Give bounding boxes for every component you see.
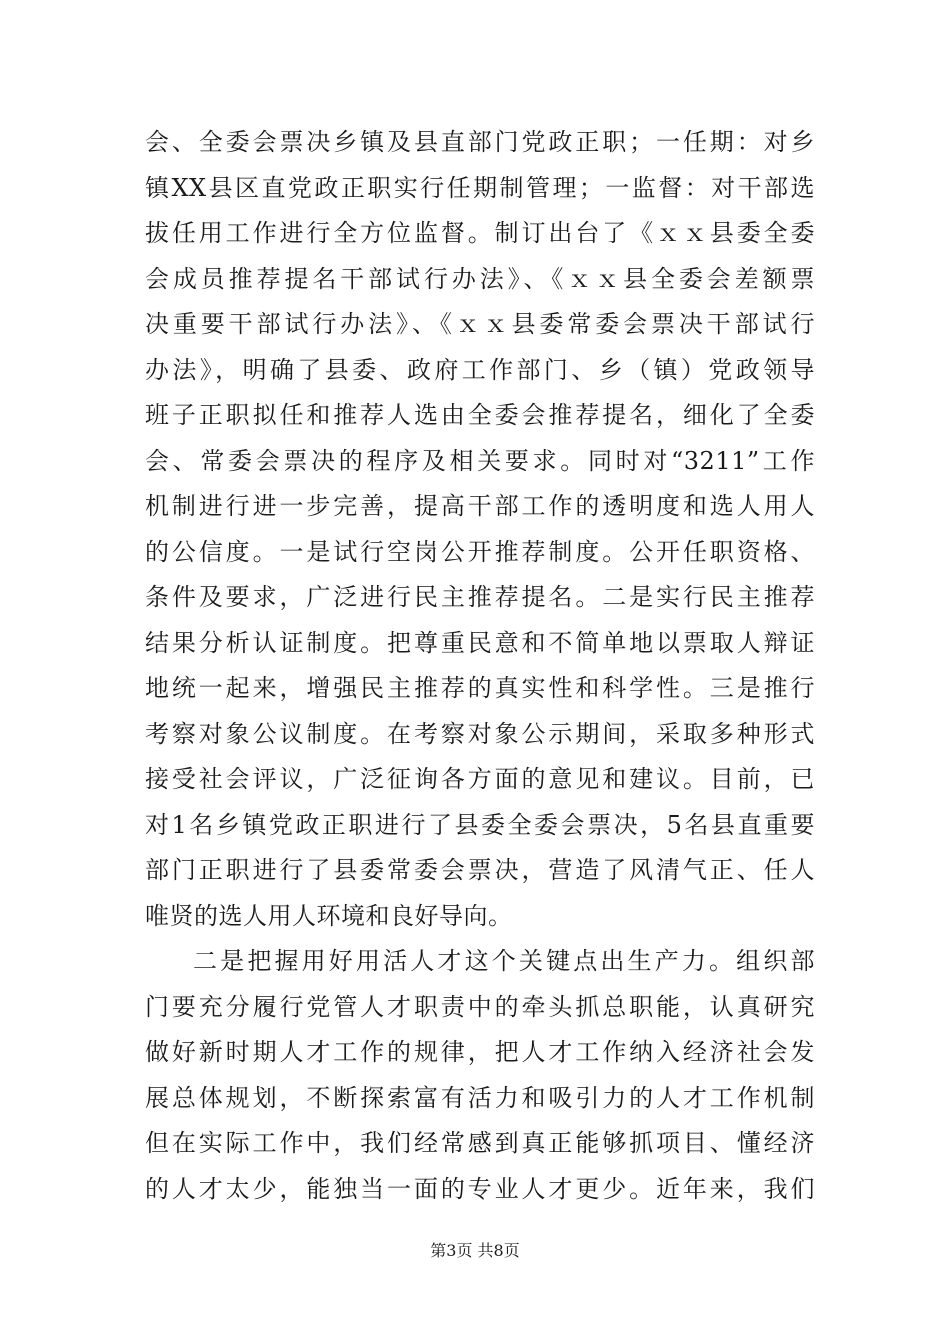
text-line: 但在实际工作中，我们经常感到真正能够抓项目、懂经济 bbox=[145, 1129, 815, 1157]
text-line: 展总体规划，不断探索富有活力和吸引力的人才工作机制 bbox=[145, 1083, 815, 1112]
text-line: 会成员推荐提名干部试行办法》、《ｘｘ县全委会差额票 bbox=[145, 264, 815, 293]
text-line: 考察对象公议制度。在考察对象公示期间，采取多种形式 bbox=[145, 719, 815, 748]
text-line: 结果分析认证制度。把尊重民意和不简单地以票取人辩证 bbox=[145, 628, 815, 657]
text-line: 办法》，明确了县委、政府工作部门、乡（镇）党政领导 bbox=[145, 355, 815, 384]
body-text bbox=[145, 120, 815, 1212]
text-line: 唯贤的选人用人环境和良好导向。 bbox=[145, 901, 513, 930]
text-line: 门要充分履行党管人才职责中的牵头抓总职能，认真研究 bbox=[145, 992, 815, 1021]
text-line: 机制进行进一步完善，提高干部工作的透明度和选人用人 bbox=[145, 492, 815, 520]
text-line: 对1名乡镇党政正职进行了县委全委会票决，5名县直重要 bbox=[145, 810, 815, 839]
text-line: 的公信度。一是试行空岗公开推荐制度。公开任职资格、 bbox=[145, 537, 815, 566]
text-line: 镇XX县区直党政正职实行任期制管理；一监督：对干部选 bbox=[145, 173, 815, 202]
text-line: 接受社会评议，广泛征询各方面的意见和建议。目前，已 bbox=[145, 765, 815, 793]
text-line: 会、常委会票决的程序及相关要求。同时对“3211”工作 bbox=[145, 446, 815, 475]
text-line: 做好新时期人才工作的规律，把人才工作纳入经济社会发 bbox=[145, 1038, 815, 1066]
text-line: 二是把握用好用活人才这个关键点出生产力。组织部 bbox=[193, 947, 815, 975]
text-line: 拔任用工作进行全方位监督。制订出台了《ｘｘ县委全委 bbox=[145, 219, 815, 247]
text-line: 会、全委会票决乡镇及县直部门党政正职；一任期：对乡 bbox=[145, 128, 815, 156]
text-line: 决重要干部试行办法》、《ｘｘ县委常委会票决干部试行 bbox=[145, 310, 815, 338]
page-footer: 第3页 共8页 bbox=[430, 1241, 520, 1260]
text-line: 地统一起来，增强民主推荐的真实性和科学性。三是推行 bbox=[145, 674, 815, 702]
text-line: 条件及要求，广泛进行民主推荐提名。二是实行民主推荐 bbox=[145, 583, 815, 611]
text-line: 的人才太少，能独当一面的专业人才更少。近年来，我们 bbox=[145, 1174, 815, 1203]
text-line: 班子正职拟任和推荐人选由全委会推荐提名，细化了全委 bbox=[145, 401, 815, 429]
text-line: 部门正职进行了县委常委会票决，营造了风清气正、任人 bbox=[145, 856, 815, 884]
